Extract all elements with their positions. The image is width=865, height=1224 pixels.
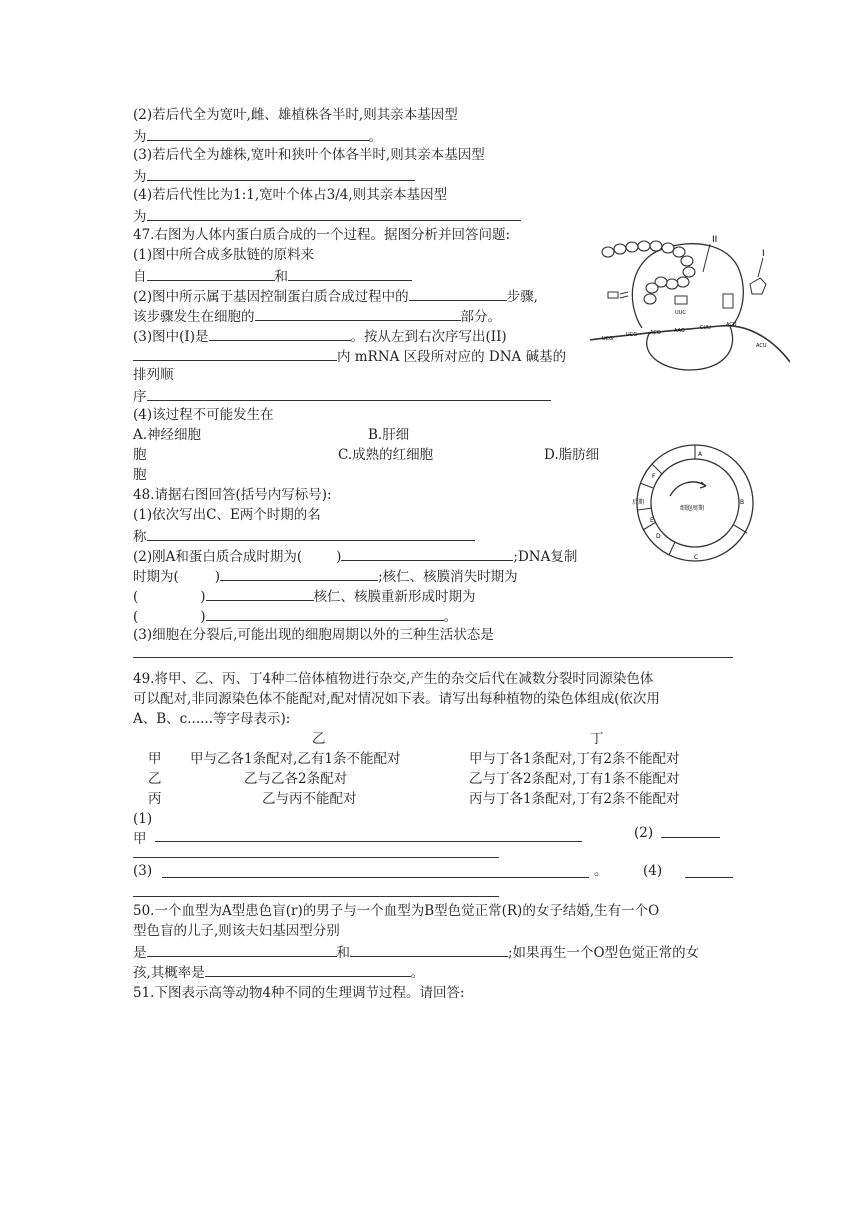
phase-b: B bbox=[740, 499, 745, 506]
q48-s2d: 时期为( ) ;核仁、核膜消失时期为 bbox=[133, 566, 518, 586]
q48-s2g: ( ) 核仁、核膜重新形成时期为 bbox=[133, 586, 476, 606]
q50-p4: 孩,其概率是 。 bbox=[133, 962, 424, 982]
q49-a1b: 甲 bbox=[133, 831, 147, 847]
answer-blank[interactable] bbox=[147, 266, 275, 281]
q47-s1a: (1)图中所合成多肽链的原料来 bbox=[133, 247, 315, 263]
cell-cycle-figure bbox=[630, 438, 760, 568]
q46-line2-blank: 为 。 bbox=[133, 126, 382, 146]
answer-blank[interactable] bbox=[133, 857, 499, 858]
codon: ACU bbox=[726, 322, 737, 328]
q48-s1a: (1)依次写出C、E两个时期的名 bbox=[133, 507, 321, 523]
q49-a3: (3) bbox=[133, 863, 153, 879]
phase-f: F bbox=[652, 473, 656, 480]
q49-p1: 49.将甲、乙、丙、丁4种二倍体植物进行杂交,产生的杂交后代在减数分裂时同源染色体 bbox=[133, 671, 654, 687]
table-cell: 乙与丙不能配对 bbox=[262, 791, 357, 807]
codon: ACU bbox=[756, 343, 767, 349]
q48-s1b: 称 bbox=[133, 526, 475, 546]
q48-title: 48.请据右图回答(括号内写标号): bbox=[133, 487, 332, 503]
answer-blank[interactable] bbox=[341, 546, 513, 561]
q49-a3-end: 。 bbox=[594, 863, 608, 879]
q49-p3: A、B、c......等字母表示): bbox=[133, 711, 291, 727]
answer-blank[interactable] bbox=[350, 942, 508, 957]
table-header-b: 乙 bbox=[312, 731, 326, 747]
answer-blank[interactable] bbox=[147, 526, 475, 541]
answer-blank[interactable] bbox=[205, 962, 411, 977]
q49-p2: 可以配对,非同源染色体不能配对,配对情况如下表。请写出每种植物的染色体组成(依次用 bbox=[133, 691, 660, 707]
cycle-center-label: 细胞周期 bbox=[680, 505, 705, 512]
phase-a: A bbox=[698, 451, 703, 458]
codon: ACG bbox=[650, 330, 661, 336]
codon: UCG bbox=[626, 332, 638, 338]
q50-p1: 50.一个血型为A型患色盲(r)的男子与一个血型为B型色觉正常(R)的女子结婚,生有一个O bbox=[133, 903, 660, 919]
option-a[interactable]: A.神经细胞 bbox=[133, 427, 202, 443]
option-d-cont: 胞 bbox=[133, 467, 147, 483]
answer-blank[interactable] bbox=[206, 606, 444, 621]
q48-s2j: ( ) 。 bbox=[133, 606, 457, 626]
phase-d: D bbox=[656, 533, 661, 540]
q46-line4-blank: 为 bbox=[133, 206, 521, 226]
answer-blank[interactable] bbox=[255, 306, 461, 321]
table-header-d: 丁 bbox=[590, 731, 604, 747]
q47-s3a: (3)图中(I)是 。按从左到右次序写出(II) bbox=[133, 326, 507, 346]
answer-blank[interactable] bbox=[133, 657, 733, 658]
answer-blank[interactable] bbox=[133, 346, 337, 361]
answer-blank[interactable] bbox=[220, 566, 378, 581]
answer-blank[interactable] bbox=[147, 386, 551, 401]
answer-blank[interactable] bbox=[409, 286, 507, 301]
table-row-name: 甲 bbox=[148, 751, 162, 767]
q47-s2a: (2)图中所示属于基因控制蛋白质合成过程中的 步骤, bbox=[133, 286, 538, 306]
phase-e: E bbox=[650, 517, 654, 524]
q46-line4: (4)若后代性比为1:1,宽叶个体占3/4,则其亲本基因型 bbox=[133, 187, 448, 203]
q46-line2: (2)若后代全为宽叶,雌、雄植株各半时,则其亲本基因型 bbox=[133, 107, 458, 123]
table-cell: 甲与乙各1条配对,乙有1条不能配对 bbox=[190, 751, 401, 767]
table-cell: 乙与丁各2条配对,丁有1条不能配对 bbox=[469, 771, 680, 787]
label-i: I bbox=[762, 249, 765, 259]
answer-blank[interactable] bbox=[147, 126, 369, 141]
option-c[interactable]: C.成熟的红细胞 bbox=[338, 447, 434, 463]
answer-blank[interactable] bbox=[155, 841, 582, 842]
q50-p2: 型色盲的儿子,则该夫妇基因型分别 bbox=[133, 923, 340, 939]
answer-blank[interactable] bbox=[162, 877, 589, 878]
answer-blank[interactable] bbox=[685, 877, 733, 878]
q47-s4: (4)该过程不可能发生在 bbox=[133, 407, 274, 423]
q47-s2c: 该步骤发生在细胞的 部分。 bbox=[133, 306, 501, 326]
label-uuc: UUC bbox=[675, 310, 686, 316]
codon: AAG bbox=[674, 328, 685, 334]
answer-blank[interactable] bbox=[209, 326, 351, 341]
phase-c: C bbox=[694, 554, 699, 561]
q47-s3c: 内 mRNA 区段所对应的 DNA 碱基的 bbox=[133, 346, 566, 366]
q51-title: 51.下图表示高等动物4种不同的生理调节过程。请回答: bbox=[133, 985, 465, 1001]
answer-blank[interactable] bbox=[206, 586, 314, 601]
option-b-cont: 胞 bbox=[133, 447, 147, 463]
q50-p3: 是 和 ;如果再生一个O型色觉正常的女 bbox=[133, 942, 699, 962]
table-cell: 甲与丁各1条配对,丁有2条不能配对 bbox=[469, 751, 680, 767]
table-cell: 乙与乙各2条配对 bbox=[244, 771, 348, 787]
codon: UCG bbox=[602, 336, 614, 342]
q49-a1: (1) bbox=[133, 811, 153, 827]
q49-a2: (2) bbox=[634, 825, 654, 841]
answer-blank[interactable] bbox=[147, 942, 337, 957]
q49-a4: (4) bbox=[643, 863, 663, 879]
q46-line3: (3)若后代全为雄株,宽叶和狭叶个体各半时,则其亲本基因型 bbox=[133, 147, 485, 163]
answer-blank[interactable] bbox=[147, 166, 415, 181]
answer-blank[interactable] bbox=[288, 266, 412, 281]
table-cell: 丙与丁各1条配对,丁有2条不能配对 bbox=[469, 791, 680, 807]
label-ii: II bbox=[712, 235, 718, 245]
answer-blank[interactable] bbox=[661, 837, 720, 838]
q47-s3e: 序 bbox=[133, 386, 551, 406]
translation-figure bbox=[590, 222, 790, 382]
option-d[interactable]: D.脂肪细 bbox=[544, 447, 600, 463]
table-row-name: 乙 bbox=[148, 771, 162, 787]
answer-blank[interactable] bbox=[133, 896, 499, 897]
table-row-name: 丙 bbox=[148, 791, 162, 807]
q47-title: 47.右图为人体内蛋白质合成的一个过程。据图分析并回答问题: bbox=[133, 227, 511, 243]
q46-line3-blank: 为 bbox=[133, 166, 415, 186]
option-b[interactable]: B.肝细 bbox=[368, 427, 410, 443]
answer-blank[interactable] bbox=[147, 206, 521, 221]
late-phase-label: 后期 bbox=[632, 499, 645, 506]
q48-s2a: (2)刚A和蛋白质合成时期为( ) ;DNA复制 bbox=[133, 546, 577, 566]
q48-s3: (3)细胞在分裂后,可能出现的细胞周期以外的三种生活状态是 bbox=[133, 627, 494, 643]
codon: CUU bbox=[700, 325, 711, 331]
q47-s3d: 排列顺 bbox=[133, 367, 174, 383]
q47-s1b: 自 和 bbox=[133, 266, 412, 286]
